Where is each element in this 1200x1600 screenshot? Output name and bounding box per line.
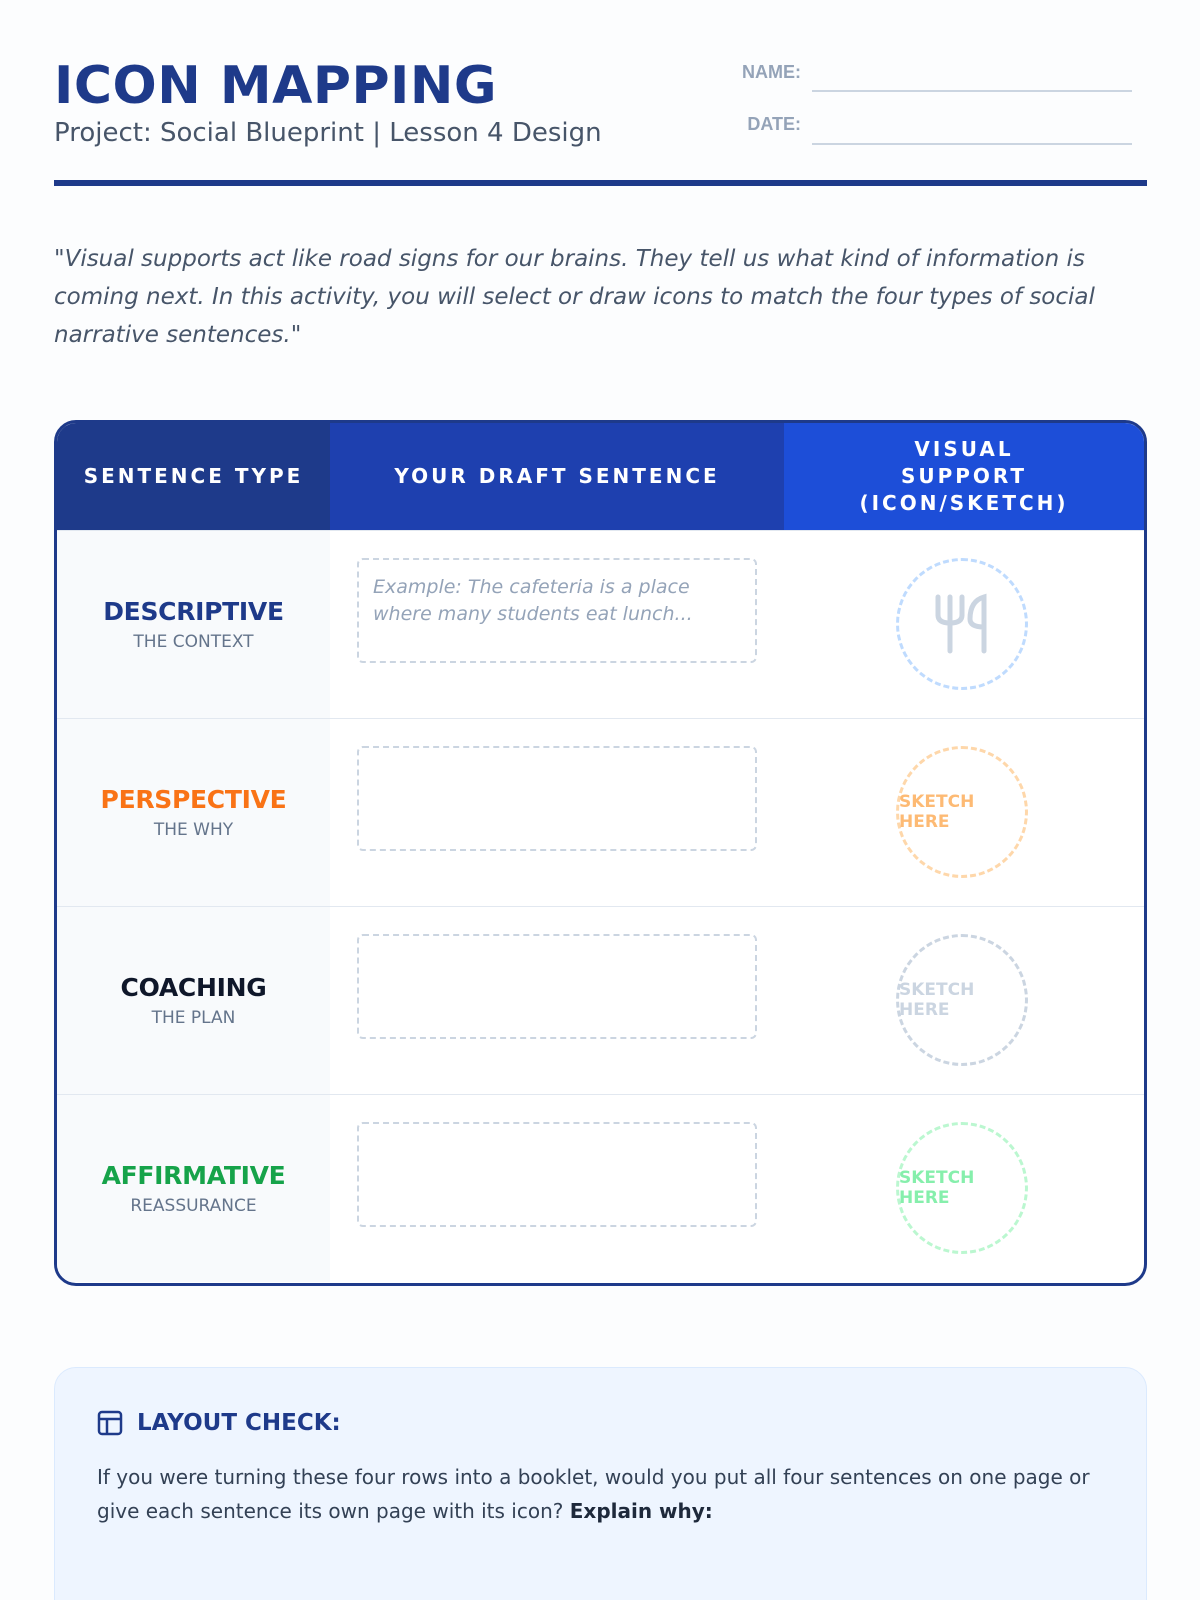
visual-support-circle[interactable] [896, 558, 1028, 690]
table-row-descriptive [57, 530, 1144, 718]
sentence-type-cell [57, 719, 330, 906]
table-row-perspective [57, 718, 1144, 906]
visual-support-circle[interactable] [896, 746, 1028, 878]
layout-check-title: LAYOUT CHECK: [137, 1410, 341, 1436]
sketch-here-label: SKETCH HERE [899, 792, 975, 832]
sentence-type-cell [57, 1095, 330, 1282]
sentence-type-sub: REASSURANCE [130, 1196, 257, 1216]
date-label: DATE: [747, 114, 801, 134]
icon-mapping-table [54, 420, 1147, 1286]
visual-support-circle[interactable] [896, 934, 1028, 1066]
table-row-affirmative [57, 1094, 1144, 1282]
fork-knife-icon [932, 593, 992, 655]
header-visual-support-label: VISUAL SUPPORT (ICON/SKETCH) [859, 437, 1069, 515]
layout-check-emphasis: Explain why: [569, 1499, 713, 1523]
sentence-type-cell [57, 531, 330, 718]
sentence-type-sub: THE CONTEXT [133, 632, 254, 652]
sentence-type-sub: THE WHY [153, 820, 234, 840]
header-divider [54, 180, 1147, 186]
sentence-type-name: PERSPECTIVE [100, 785, 287, 814]
layout-icon [97, 1410, 123, 1436]
page-title: ICON MAPPING [54, 56, 498, 116]
layout-check-question-text: If you were turning these four rows into a booklet, would you put all four sentences on one page or give each sentence its own page with its icon? [97, 1465, 1090, 1523]
draft-sentence-input[interactable] [357, 746, 757, 851]
header-sentence-type: SENTENCE TYPE [57, 423, 330, 530]
table-row-coaching [57, 906, 1144, 1094]
layout-check-question [97, 1460, 1097, 1528]
layout-check-box [54, 1367, 1147, 1600]
header-visual-support [784, 423, 1144, 530]
date-field[interactable] [812, 143, 1132, 145]
layout-check-header [97, 1410, 341, 1436]
sketch-here-label: SKETCH HERE [899, 980, 975, 1020]
header-draft-sentence: YOUR DRAFT SENTENCE [330, 423, 784, 530]
sketch-here-label: SKETCH HERE [899, 1168, 975, 1208]
visual-support-circle[interactable] [896, 1122, 1028, 1254]
sentence-type-cell [57, 907, 330, 1094]
draft-sentence-input[interactable]: Example: The cafeteria is a place where many students eat lunch... [357, 558, 757, 663]
intro-quote: "Visual supports act like road signs for our brains. They tell us what kind of information is coming next. In this activity, you will select or draw icons to match the four types of social narrative sentences." [54, 246, 1095, 348]
name-label: NAME: [742, 62, 801, 82]
table-header [57, 423, 1144, 530]
sentence-type-name: COACHING [120, 973, 267, 1002]
name-field[interactable] [812, 90, 1132, 92]
sentence-type-sub: THE PLAN [151, 1008, 236, 1028]
sentence-type-name: DESCRIPTIVE [103, 597, 284, 626]
sentence-type-name: AFFIRMATIVE [101, 1161, 286, 1190]
draft-sentence-input[interactable] [357, 934, 757, 1039]
worksheet-header [54, 48, 1147, 188]
draft-sentence-input[interactable] [357, 1122, 757, 1227]
page-subtitle: Project: Social Blueprint | Lesson 4 Design [54, 118, 602, 148]
